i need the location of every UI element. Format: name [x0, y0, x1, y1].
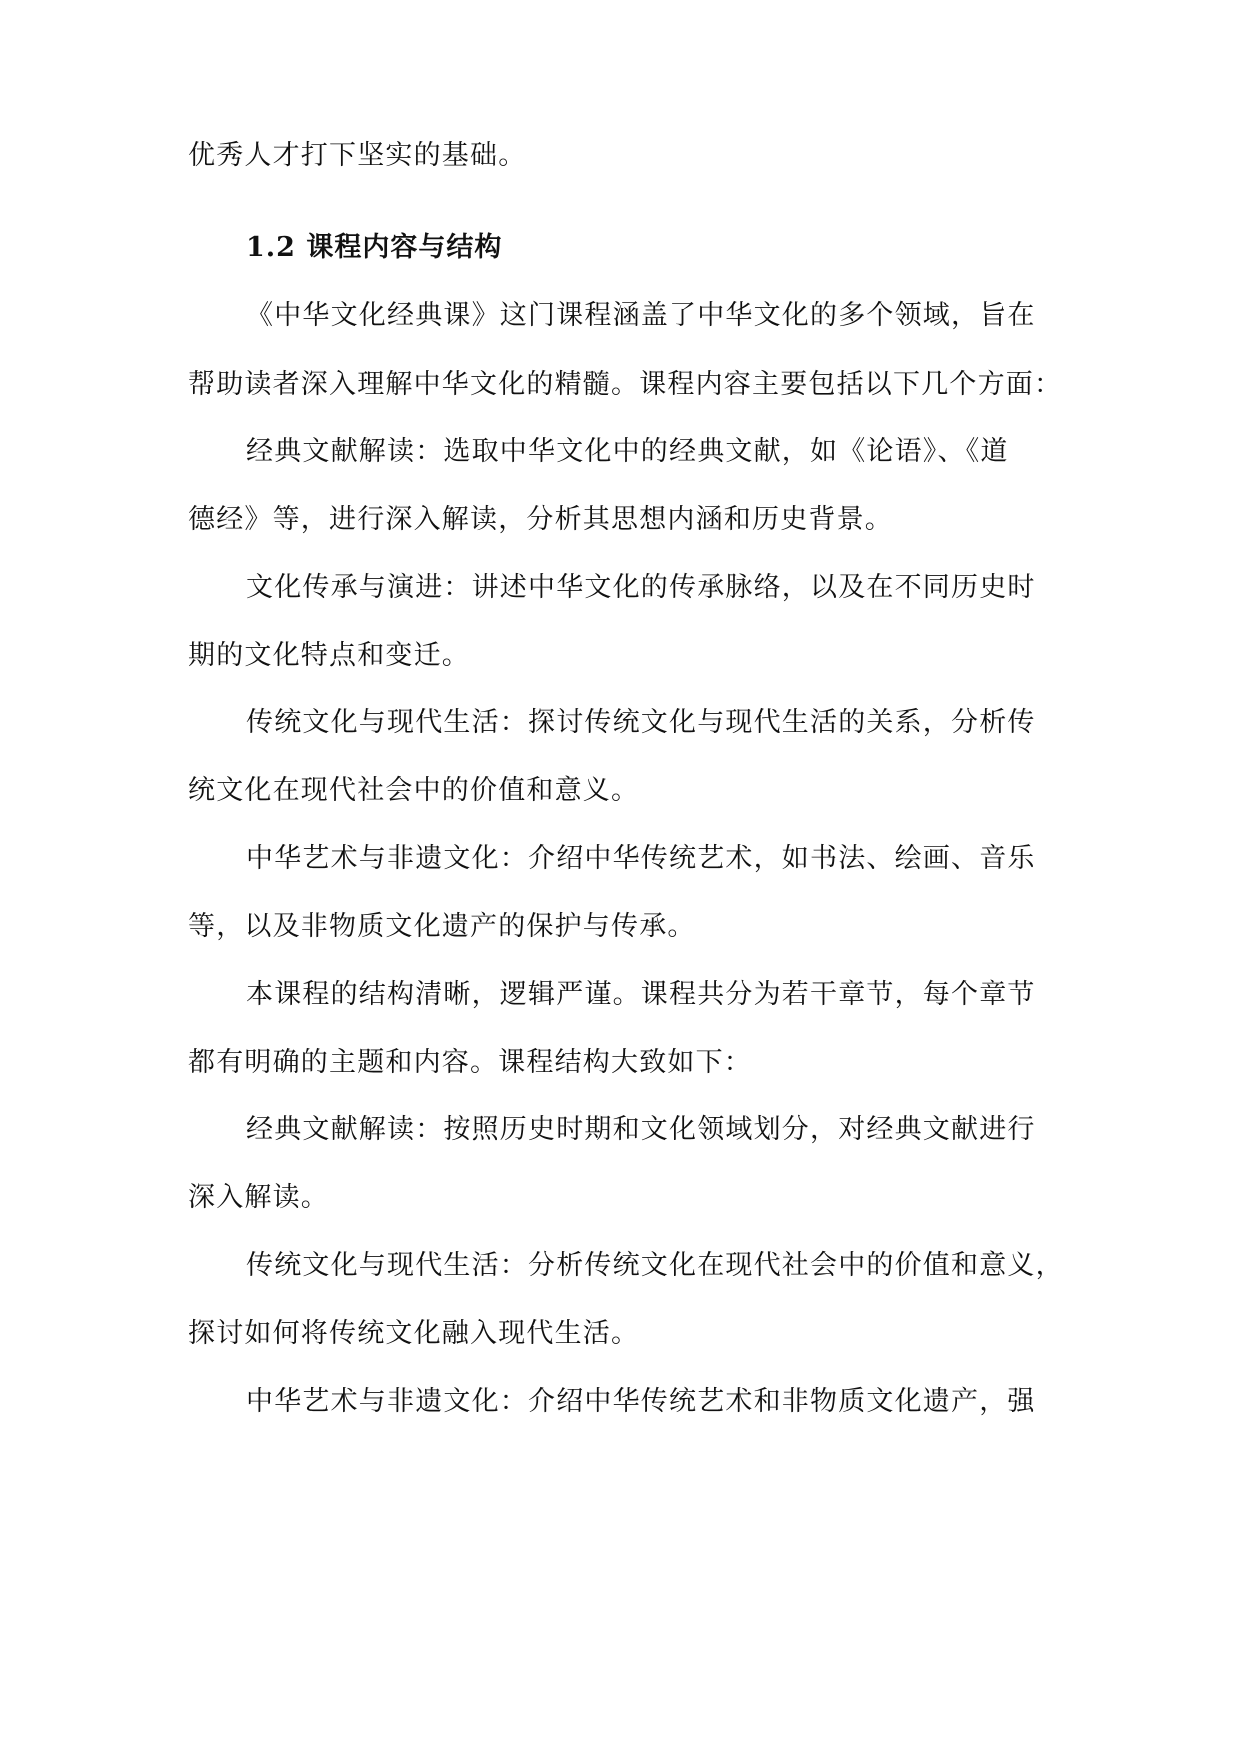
paragraph-classics-line-1: 经典文献解读：选取中华文化中的经典文献，如《论语》、《道 — [246, 436, 1009, 467]
paragraph-structure-modern-line-1: 传统文化与现代生活：分析传统文化在现代社会中的价值和意义， — [246, 1250, 1064, 1281]
paragraph-structure-line-2: 都有明确的主题和内容。课程结构大致如下： — [188, 1047, 752, 1078]
paragraph-structure-modern-line-2: 探讨如何将传统文化融入现代生活。 — [188, 1318, 640, 1349]
paragraph-structure-line-1: 本课程的结构清晰，逻辑严谨。课程共分为若干章节，每个章节 — [246, 979, 1036, 1010]
paragraph-structure-arts-line-1: 中华艺术与非遗文化：介绍中华传统艺术和非物质文化遗产，强 — [246, 1386, 1036, 1417]
paragraph-heritage-line-2: 期的文化特点和变迁。 — [188, 640, 470, 671]
paragraph-structure-classics-line-1: 经典文献解读：按照历史时期和文化领域划分，对经典文献进行 — [246, 1114, 1036, 1145]
paragraph-arts-line-2: 等，以及非物质文化遗产的保护与传承。 — [188, 911, 696, 942]
continuation-text: 优秀人才打下坚实的基础。 — [188, 140, 527, 171]
paragraph-modern-life-line-1: 传统文化与现代生活：探讨传统文化与现代生活的关系，分析传 — [246, 707, 1036, 738]
paragraph-heritage-line-1: 文化传承与演进：讲述中华文化的传承脉络，以及在不同历史时 — [246, 572, 1036, 603]
paragraph-modern-life-line-2: 统文化在现代社会中的价值和意义。 — [188, 775, 640, 806]
section-heading: 1.2 课程内容与结构 — [246, 232, 503, 263]
paragraph-structure-classics-line-2: 深入解读。 — [188, 1182, 329, 1213]
paragraph-intro-line-2: 帮助读者深入理解中华文化的精髓。课程内容主要包括以下几个方面： — [188, 369, 1063, 400]
paragraph-classics-line-2: 德经》等，进行深入解读，分析其思想内涵和历史背景。 — [188, 504, 893, 535]
paragraph-arts-line-1: 中华艺术与非遗文化：介绍中华传统艺术，如书法、绘画、音乐 — [246, 843, 1036, 874]
paragraph-intro-line-1: 《中华文化经典课》这门课程涵盖了中华文化的多个领域，旨在 — [246, 300, 1036, 331]
